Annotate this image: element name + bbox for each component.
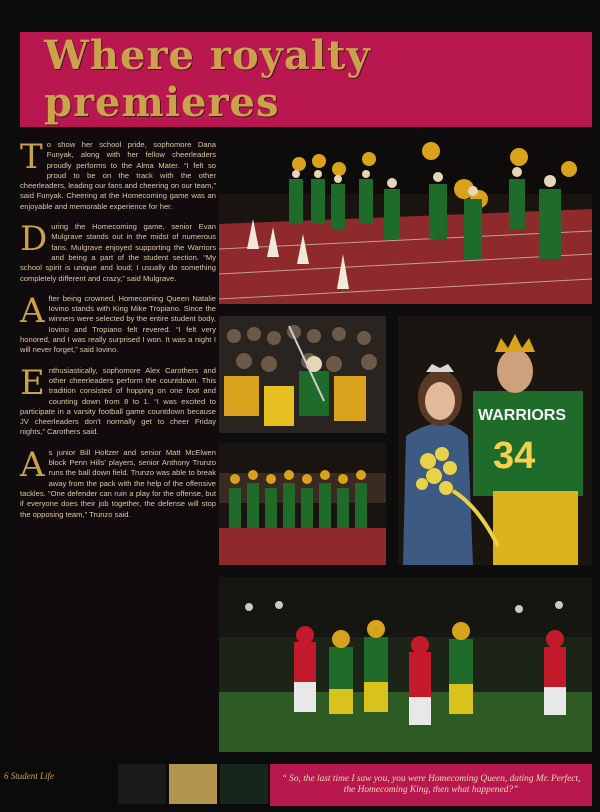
drop-cap: E [20, 362, 45, 403]
caption-student-section [20, 219, 216, 284]
drop-cap: A [20, 444, 45, 485]
title-frame [44, 32, 592, 126]
page-folio: 6 Student Life [4, 771, 54, 781]
color-swatch-dark [118, 764, 166, 804]
color-swatch-green [220, 764, 268, 804]
caption-column [20, 137, 216, 530]
caption-text: fter being crowned, Homecoming Queen Natalie Iovino stands with King Mike Tropiano. Since the winners were selected by the entire student body, Iovino and Tropiano felt revered. “I felt very honored, and I was really surprised I won. It was a night I will never forget,” said Iovino. [20, 293, 216, 355]
pull-quote-box [270, 764, 592, 806]
photo-cheerleaders-track [219, 139, 592, 304]
color-swatch-gold [169, 764, 217, 804]
caption-homecoming-court [20, 290, 216, 356]
photo-student-section [219, 316, 386, 433]
drop-cap: D [20, 219, 48, 260]
photo-homecoming-court [398, 316, 592, 565]
caption-football-play [20, 444, 216, 520]
drop-cap: T [20, 137, 43, 177]
page-title: Where royalty premieres [44, 32, 371, 126]
photo-cheer-countdown [219, 443, 386, 565]
jersey-number-text: 34 [493, 435, 536, 477]
caption-countdown [20, 362, 216, 438]
title-band [20, 32, 592, 127]
caption-text: s junior Bill Holtzer and senior Matt McElwen block Penn Hills' players, senior Anthony Trunzo runs the ball down field. Trunzo was able to break away from the pack with the help of the offensive tackles. “One defender can ruin a play for the offense, but if everyone does their job together, the defense will stop the opposing team,” Trunzo said. [20, 447, 216, 519]
drop-cap: A [20, 290, 45, 331]
caption-text: uring the Homecoming game, senior Evan Mulgrave stands out in the midst of numerous fans. Mulgrave enjoyed supporting the Warriors and being a part of the student section. “My school spirit is unique and loud; I usually do something completely different and crazy,” said Mulgrave. [20, 222, 216, 283]
caption-cheer-alma-mater [20, 137, 216, 212]
jersey-team-text: WARRIORS [478, 407, 566, 424]
caption-text: o show her school pride, sophomore Dana Funyak, along with her fellow cheerleaders proudly performs to the Alma Mater. “I felt so proud to be on the track with the other cheerleaders, leading our fans and cheering on our team,” said Funyak. Cheering at the Homecoming game was an enjoyable and memorable experience for her. [20, 140, 216, 211]
photo-football-play [219, 577, 592, 752]
pull-quote: “ So, the last time I saw you, you were Homecoming Queen, dating Mr. Perfect, the Homecoming King, then what happened?” [281, 774, 581, 795]
caption-text: nthusiastically, sophomore Alex Carothers and other cheerleaders perform the countdown. This tradition consisted of hopping on one foot and counting down from 8 to 1. “I was excited to participate in a varsity football game countdown because JV cheerleaders don't normally get to cheer Friday nights,” Carothers said. [20, 365, 216, 437]
